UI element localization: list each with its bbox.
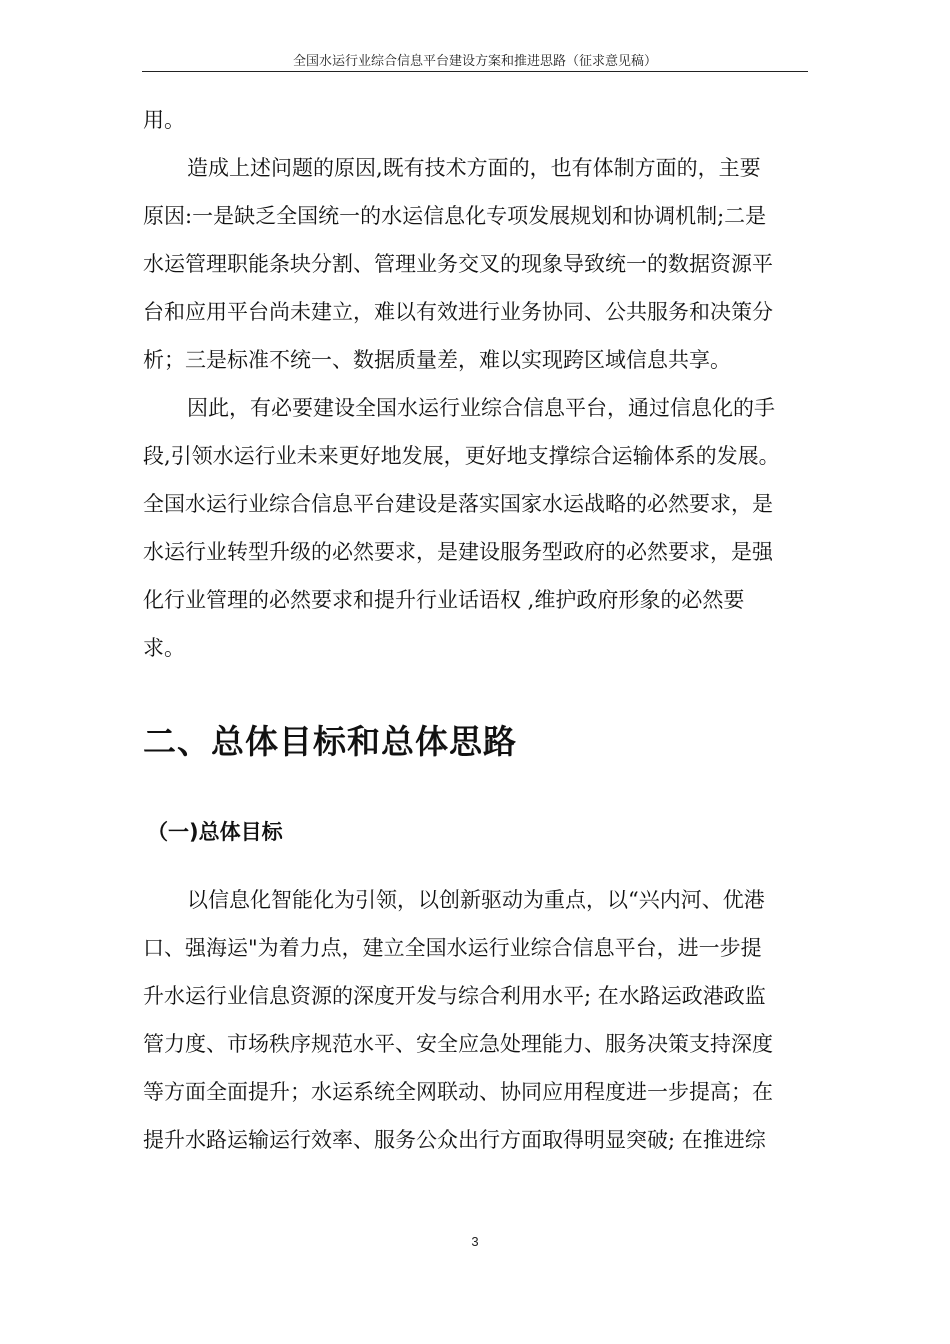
body-text-bottom [143, 876, 823, 1164]
text-line: 水运管理职能条块分割、管理业务交叉的现象导致统一的数据资源平 [143, 252, 773, 276]
text-line: 管力度、市场秩序规范水平、安全应急处理能力、服务决策支持深度 [143, 1032, 773, 1056]
subsection-heading: （一)总体目标 [147, 820, 283, 844]
text-line: 台和应用平台尚未建立，难以有效进行业务协同、公共服务和决策分 [143, 300, 773, 324]
text-line: 水运行业转型升级的必然要求，是建设服务型政府的必然要求，是强 [143, 540, 773, 564]
text-line: 提升水路运输运行效率、服务公众出行方面取得明显突破; 在推进综 [143, 1128, 766, 1152]
text-line: 以信息化智能化为引领，以创新驱动为重点，以“兴内河、优港 [187, 888, 765, 912]
text-line: 段,引领水运行业未来更好地发展，更好地支撑综合运输体系的发展。 [143, 444, 780, 468]
running-header: 全国水运行业综合信息平台建设方案和推进思路（征求意见稿） [292, 54, 657, 69]
text-line: 化行业管理的必然要求和提升行业话语权 ,维护政府形象的必然要 [143, 588, 745, 612]
text-line: 造成上述问题的原因,既有技术方面的，也有体制方面的，主要 [187, 156, 761, 180]
text-line: 升水运行业信息资源的深度开发与综合利用水平; 在水路运政港政监 [143, 984, 766, 1008]
page-number: 3 [471, 1234, 479, 1249]
body-text-top [143, 96, 823, 672]
text-line: 因此，有必要建设全国水运行业综合信息平台，通过信息化的手 [187, 396, 775, 420]
header-rule [142, 71, 808, 72]
text-line: 口、强海运"为着力点，建立全国水运行业综合信息平台，进一步提 [143, 936, 762, 960]
text-line: 求。 [143, 636, 185, 660]
text-line: 析；三是标准不统一、数据质量差，难以实现跨区域信息共享。 [143, 348, 731, 372]
text-line: 原因:一是缺乏全国统一的水运信息化专项发展规划和协调机制;二是 [143, 204, 767, 228]
text-line: 等方面全面提升；水运系统全网联动、协同应用程度进一步提高；在 [143, 1080, 773, 1104]
text-line: 全国水运行业综合信息平台建设是落实国家水运战略的必然要求，是 [143, 492, 773, 516]
text-line: 用。 [143, 108, 185, 132]
section-heading: 二、总体目标和总体思路 [143, 722, 517, 761]
